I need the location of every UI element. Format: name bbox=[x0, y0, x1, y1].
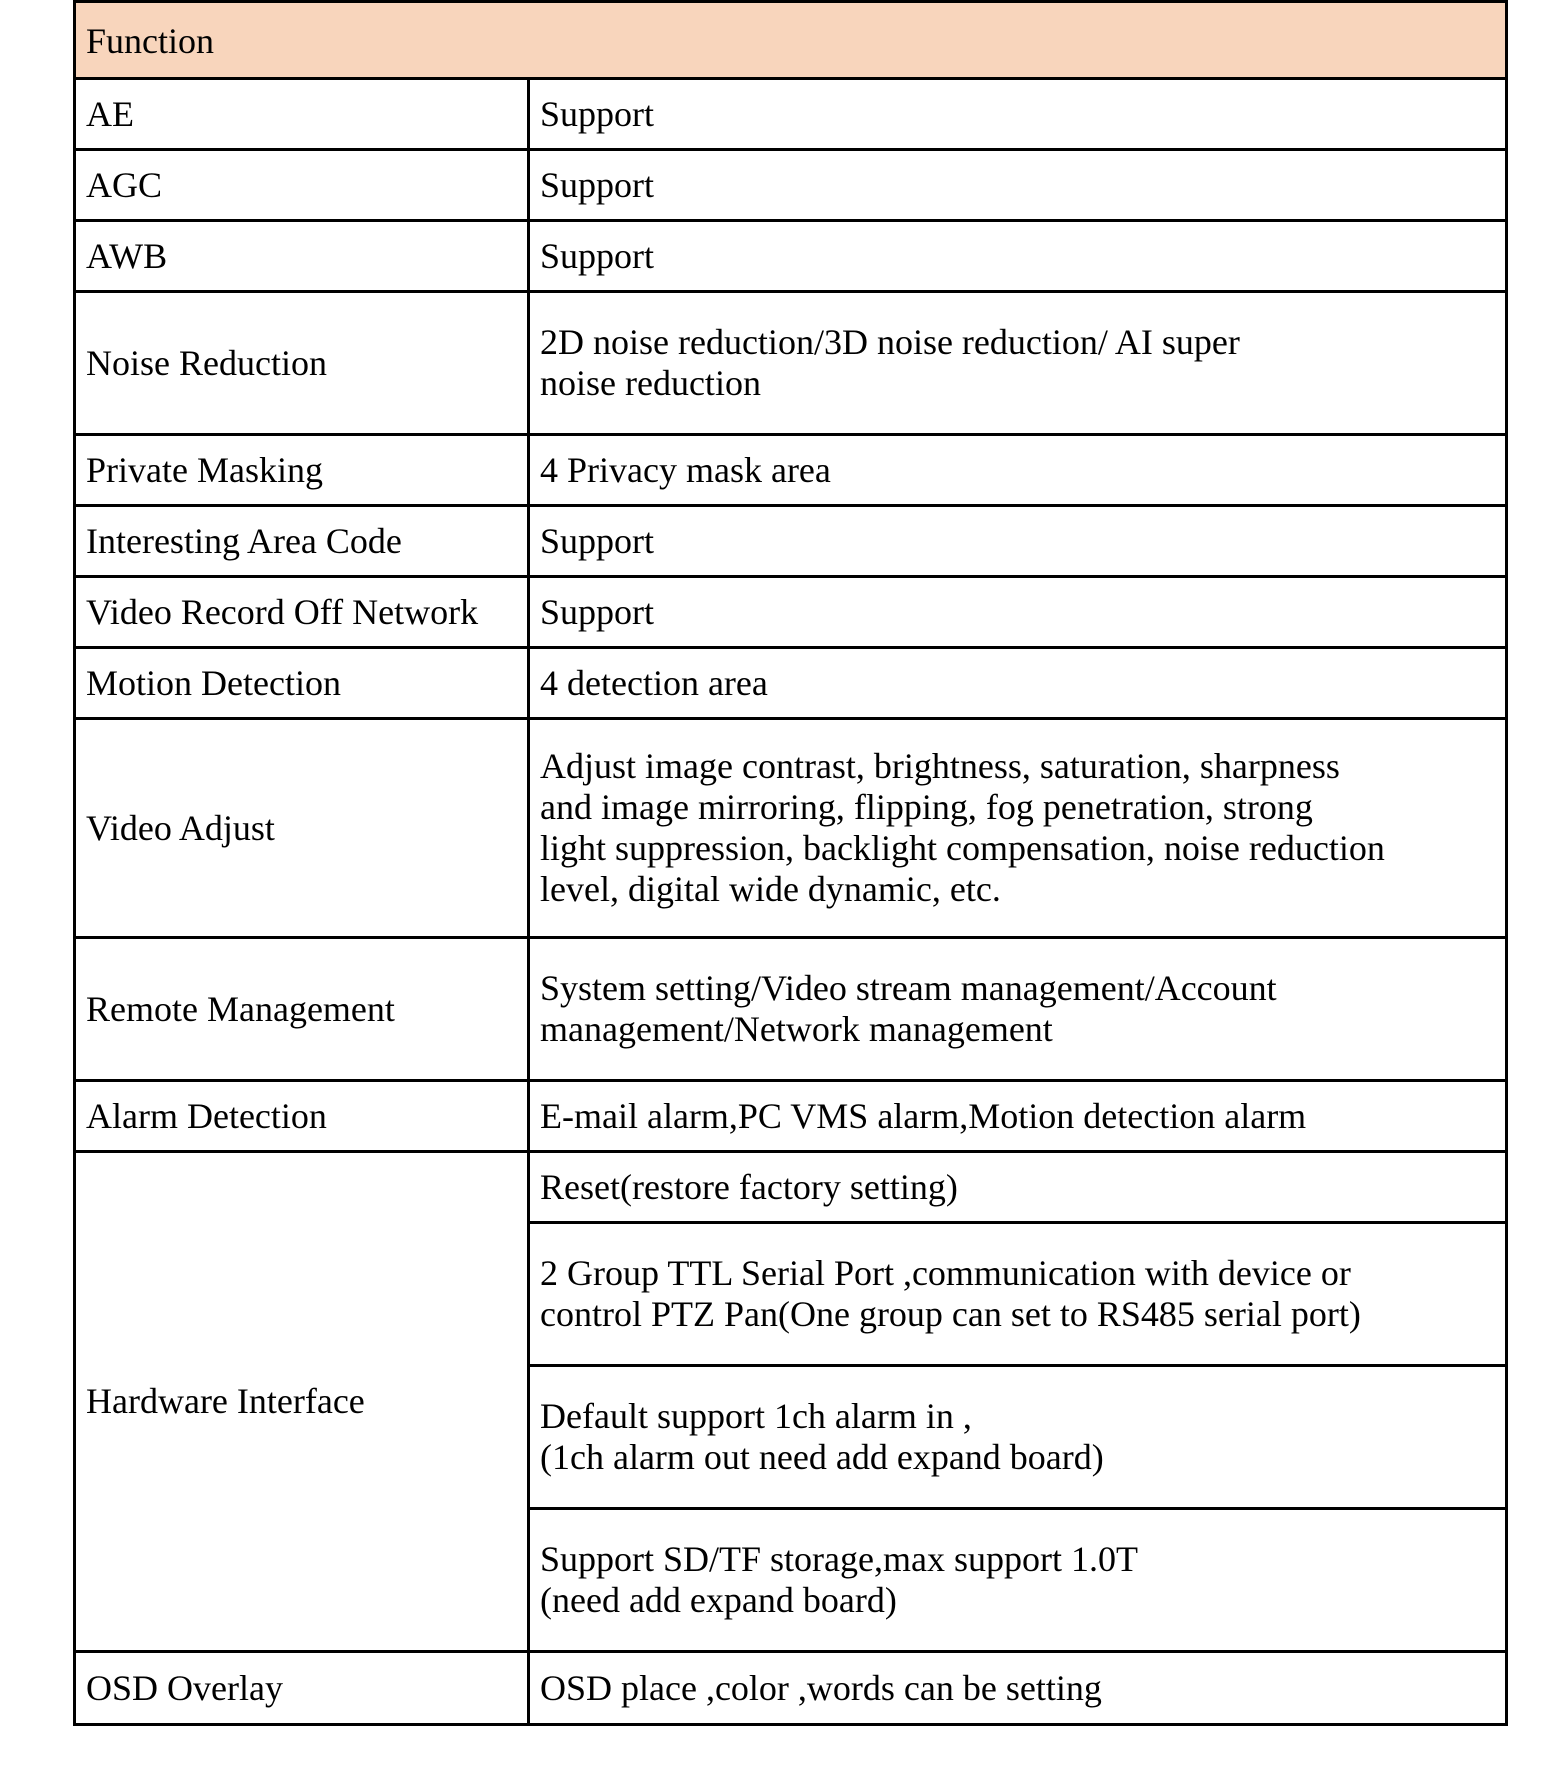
table-row bbox=[75, 506, 1507, 577]
row-label-ae: AE bbox=[75, 79, 529, 150]
table-row bbox=[75, 1152, 1507, 1223]
table-row bbox=[75, 150, 1507, 221]
row-value-hardware-reset: Reset(restore factory setting) bbox=[529, 1152, 1507, 1223]
row-value-alarm-detection: E-mail alarm,PC VMS alarm,Motion detection alarm bbox=[529, 1081, 1507, 1152]
row-value-noise-reduction: 2D noise reduction/3D noise reduction/ AI super noise reduction bbox=[529, 292, 1507, 435]
row-label-motion-detection: Motion Detection bbox=[75, 648, 529, 719]
table-row bbox=[75, 221, 1507, 292]
row-label-video-record-off-network: Video Record Off Network bbox=[75, 577, 529, 648]
table-row bbox=[75, 292, 1507, 435]
row-label-osd-overlay: OSD Overlay bbox=[75, 1652, 529, 1725]
table-row bbox=[75, 577, 1507, 648]
row-value-video-adjust: Adjust image contrast, brightness, saturation, sharpness and image mirroring, flipping, fog penetration, strong light suppression, backlight compensation, noise reduction level, digital wide dynamic, etc. bbox=[529, 719, 1507, 938]
table-row bbox=[75, 435, 1507, 506]
row-value-osd-overlay: OSD place ,color ,words can be setting bbox=[529, 1652, 1507, 1725]
row-label-interesting-area-code: Interesting Area Code bbox=[75, 506, 529, 577]
row-label-hardware-interface: Hardware Interface bbox=[75, 1152, 529, 1652]
row-value-hardware-serial: 2 Group TTL Serial Port ,communication with device or control PTZ Pan(One group can set to RS485 serial port) bbox=[529, 1223, 1507, 1366]
row-label-alarm-detection: Alarm Detection bbox=[75, 1081, 529, 1152]
table-row bbox=[75, 648, 1507, 719]
row-value-video-record-off-network: Support bbox=[529, 577, 1507, 648]
row-label-video-adjust: Video Adjust bbox=[75, 719, 529, 938]
table-header-row bbox=[75, 2, 1507, 79]
table-row bbox=[75, 1081, 1507, 1152]
row-value-hardware-alarm: Default support 1ch alarm in , (1ch alarm out need add expand board) bbox=[529, 1366, 1507, 1509]
row-value-agc: Support bbox=[529, 150, 1507, 221]
row-label-awb: AWB bbox=[75, 221, 529, 292]
row-value-ae: Support bbox=[529, 79, 1507, 150]
row-value-remote-management: System setting/Video stream management/Account management/Network management bbox=[529, 938, 1507, 1081]
table-row bbox=[75, 1652, 1507, 1725]
row-value-motion-detection: 4 detection area bbox=[529, 648, 1507, 719]
table-row bbox=[75, 719, 1507, 938]
row-value-hardware-storage: Support SD/TF storage,max support 1.0T (need add expand board) bbox=[529, 1509, 1507, 1652]
row-value-private-masking: 4 Privacy mask area bbox=[529, 435, 1507, 506]
row-label-agc: AGC bbox=[75, 150, 529, 221]
table-row bbox=[75, 938, 1507, 1081]
table-header: Function bbox=[75, 2, 1507, 79]
row-label-remote-management: Remote Management bbox=[75, 938, 529, 1081]
function-spec-table bbox=[73, 0, 1508, 1726]
row-label-noise-reduction: Noise Reduction bbox=[75, 292, 529, 435]
row-value-interesting-area-code: Support bbox=[529, 506, 1507, 577]
row-value-awb: Support bbox=[529, 221, 1507, 292]
table-row bbox=[75, 79, 1507, 150]
row-label-private-masking: Private Masking bbox=[75, 435, 529, 506]
